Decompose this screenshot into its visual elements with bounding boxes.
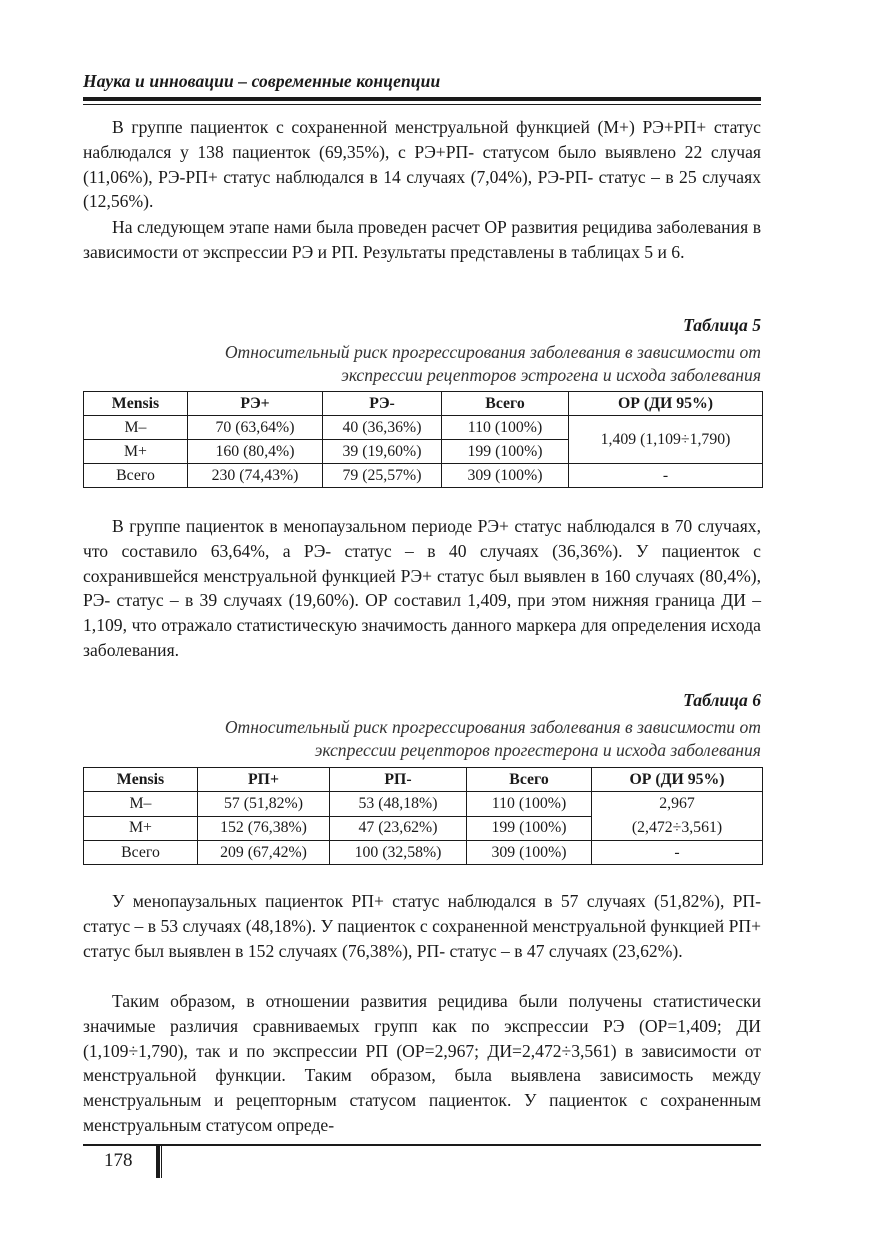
table-6-or-value	[592, 792, 763, 841]
page-header-title: Наука и инновации – современные концепции	[83, 71, 441, 91]
table-cell: 230 (74,43%)	[188, 464, 323, 488]
table-6-or-total: -	[592, 841, 763, 865]
table-row	[84, 841, 763, 865]
table-5-caption-line-1: Относительный риск прогрессирования заболевания в зависимости от	[224, 342, 761, 362]
table-cell: 47 (23,62%)	[330, 816, 467, 841]
table-5-header-cell: РЭ-	[323, 392, 442, 416]
table-cell: 110 (100%)	[467, 792, 592, 817]
table-5-caption-line-2: экспрессии рецепторов эстрогена и исхода заболевания	[341, 365, 761, 385]
table-6-or-value-line-2: (2,472÷3,561)	[631, 819, 723, 836]
table-cell: 79 (25,57%)	[323, 464, 442, 488]
table-5-header-cell: РЭ+	[188, 392, 323, 416]
header-rule-thick	[83, 97, 761, 101]
table-6-caption-line-1: Относительный риск прогрессирования заболевания в зависимости от	[224, 717, 761, 737]
table-cell: 40 (36,36%)	[323, 416, 442, 440]
paragraph-3: В группе пациенток в менопаузальном периоде РЭ+ статус наблюдался в 70 случаях, что составило 63,64%, а РЭ- статус – в 40 случаях (36,36%). У пациенток с сохранившейся менструальной функцией РЭ+ статус был выявлен в 160 случаях (80,4%), РЭ- статус – в 39 случаях (19,60%). ОР составил 1,409, при этом нижняя граница ДИ – 1,109, что отражало статистическую значимость данного маркера для определения исхода заболевания.	[83, 516, 761, 660]
table-6-caption-line-2: экспрессии рецепторов прогестерона и исхода заболевания	[314, 740, 761, 760]
footer-rule	[83, 1144, 761, 1146]
table-cell: 152 (76,38%)	[198, 816, 330, 841]
table-row	[84, 464, 763, 488]
table-cell: М–	[84, 792, 198, 817]
table-cell: 53 (48,18%)	[330, 792, 467, 817]
table-cell: 309 (100%)	[467, 841, 592, 865]
table-cell: М+	[84, 816, 198, 841]
paragraph-4: У менопаузальных пациенток РП+ статус наблюдался в 57 случаях (51,82%), РП- статус – в 53 случаях (48,18%). У пациенток с сохраненной менструальной функцией РП+ статус был выявлен в 152 случаях (76,38%), РП- статус – в 47 случаях (23,62%).	[83, 891, 761, 961]
paragraph-2: На следующем этапе нами была проведен расчет ОР развития рецидива заболевания в зависимости от экспрессии РЭ и РП. Результаты представлены в таблицах 5 и 6.	[83, 217, 761, 262]
table-cell: 309 (100%)	[442, 464, 569, 488]
table-5-label: Таблица 5	[683, 315, 761, 335]
table-5-or-total: -	[569, 464, 763, 488]
table-cell: 199 (100%)	[467, 816, 592, 841]
table-cell: М+	[84, 440, 188, 464]
table-cell: 70 (63,64%)	[188, 416, 323, 440]
table-cell: М–	[84, 416, 188, 440]
table-6-label: Таблица 6	[683, 690, 761, 710]
table-6-or-value-line-1: 2,967	[659, 795, 695, 812]
page-number-bar	[156, 1144, 160, 1178]
table-5	[83, 391, 763, 488]
table-5-or-value: 1,409 (1,109÷1,790)	[569, 416, 763, 464]
table-cell: 110 (100%)	[442, 416, 569, 440]
table-6-caption	[83, 716, 761, 762]
table-cell: Всего	[84, 841, 198, 865]
table-5-header-cell: Mensis	[84, 392, 188, 416]
page-number-bar-thin	[161, 1144, 162, 1178]
table-cell: 160 (80,4%)	[188, 440, 323, 464]
table-5-header-cell: Всего	[442, 392, 569, 416]
header-rule-thin	[83, 104, 761, 105]
table-cell: Всего	[84, 464, 188, 488]
table-6	[83, 767, 763, 865]
table-5-header-row	[84, 392, 763, 416]
table-6-header-cell: ОР (ДИ 95%)	[592, 768, 763, 792]
table-6-header-cell: Всего	[467, 768, 592, 792]
table-row	[84, 416, 763, 440]
page-number: 178	[104, 1150, 133, 1171]
table-cell: 100 (32,58%)	[330, 841, 467, 865]
table-6-header-cell: РП+	[198, 768, 330, 792]
table-6-header-row	[84, 768, 763, 792]
paragraph-1: В группе пациенток с сохраненной менструальной функцией (М+) РЭ+РП+ статус наблюдался у 138 пациенток (69,35%), с РЭ+РП- статусом было выявлено 22 случая (11,06%), РЭ-РП+ статус наблюдался в 14 случаях (7,04%), РЭ-РП- статус – в 25 случаях (12,56%).	[83, 117, 761, 212]
table-5-header-cell: ОР (ДИ 95%)	[569, 392, 763, 416]
table-6-header-cell: Mensis	[84, 768, 198, 792]
table-cell: 57 (51,82%)	[198, 792, 330, 817]
table-6-header-cell: РП-	[330, 768, 467, 792]
table-cell: 39 (19,60%)	[323, 440, 442, 464]
table-cell: 209 (67,42%)	[198, 841, 330, 865]
table-row	[84, 792, 763, 817]
table-cell: 199 (100%)	[442, 440, 569, 464]
table-5-caption	[83, 341, 761, 387]
paragraph-5: Таким образом, в отношении развития рецидива были получены статистически значимые различия сравниваемых групп как по экспрессии РЭ (ОР=1,409; ДИ (1,109÷1,790), так и по экспрессии РП (ОР=2,967; ДИ=2,472÷3,561) в зависимости от менструальной функции. Таким образом, была выявлена зависимость между менструальным и рецепторным статусом пациенток. У пациенток с сохраненным менструальным статусом опреде-	[83, 991, 761, 1135]
